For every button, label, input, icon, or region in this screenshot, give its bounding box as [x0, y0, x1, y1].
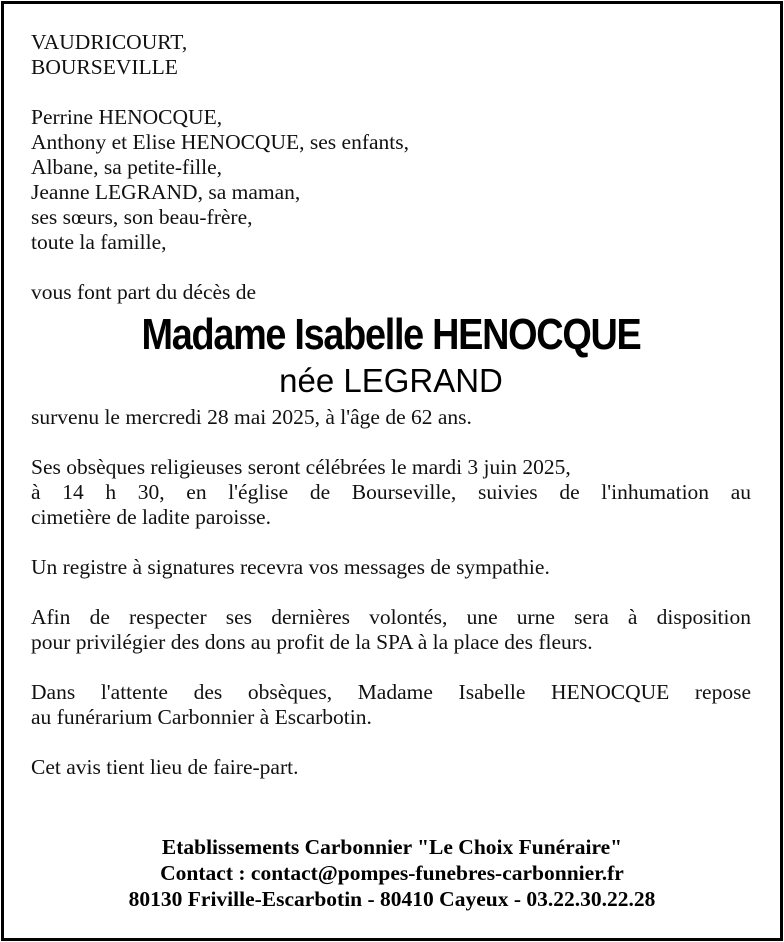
- wishes-line-2: pour privilégier des dons au profit de la SPA à la place des fleurs.: [31, 630, 593, 654]
- family-line-2: Anthony et Elise HENOCQUE, ses enfants,: [31, 130, 409, 154]
- funeral-line-2: à 14 h 30, en l'église de Bourseville, suivies de l'inhumation au: [31, 480, 751, 504]
- address-phone: 80130 Friville-Escarbotin - 80410 Cayeux - 03.22.30.22.28: [128, 887, 656, 911]
- maiden-name: née LEGRAND: [279, 362, 503, 399]
- registry-text: Un registre à signatures recevra vos messages de sympathie.: [31, 555, 550, 579]
- place-line-1: VAUDRICOURT,: [31, 30, 188, 54]
- funeral-line-1: Ses obsèques religieuses seront célébrées le mardi 3 juin 2025,: [31, 455, 571, 479]
- announcement: vous font part du décès de: [31, 280, 257, 304]
- family-line-3: Albane, sa petite-fille,: [31, 155, 223, 179]
- deceased-name: Madame Isabelle HENOCQUE: [141, 310, 641, 359]
- funeral-line-3: cimetière de ladite paroisse.: [31, 505, 271, 529]
- family-line-5: ses sœurs, son beau-frère,: [31, 205, 253, 229]
- death-info: survenu le mercredi 28 mai 2025, à l'âge de 62 ans.: [31, 405, 472, 429]
- family-line-1: Perrine HENOCQUE,: [31, 105, 223, 129]
- family-line-4: Jeanne LEGRAND, sa maman,: [31, 180, 301, 204]
- rest-line-1: Dans l'attente des obsèques, Madame Isabelle HENOCQUE repose: [31, 680, 751, 704]
- company-name: Etablissements Carbonnier "Le Choix Funéraire": [161, 835, 623, 859]
- wishes-line-1: Afin de respecter ses dernières volontés, une urne sera à disposition: [31, 605, 751, 629]
- contact-email: Contact : contact@pompes-funebres-carbonnier.fr: [160, 861, 624, 885]
- funeral-home-footer: [0, 834, 784, 912]
- closing-text: Cet avis tient lieu de faire-part.: [31, 755, 299, 779]
- obituary-notice: [31, 30, 751, 780]
- family-line-6: toute la famille,: [31, 230, 167, 254]
- rest-line-2: au funérarium Carbonnier à Escarbotin.: [31, 705, 372, 729]
- place-line-2: BOURSEVILLE: [31, 55, 178, 79]
